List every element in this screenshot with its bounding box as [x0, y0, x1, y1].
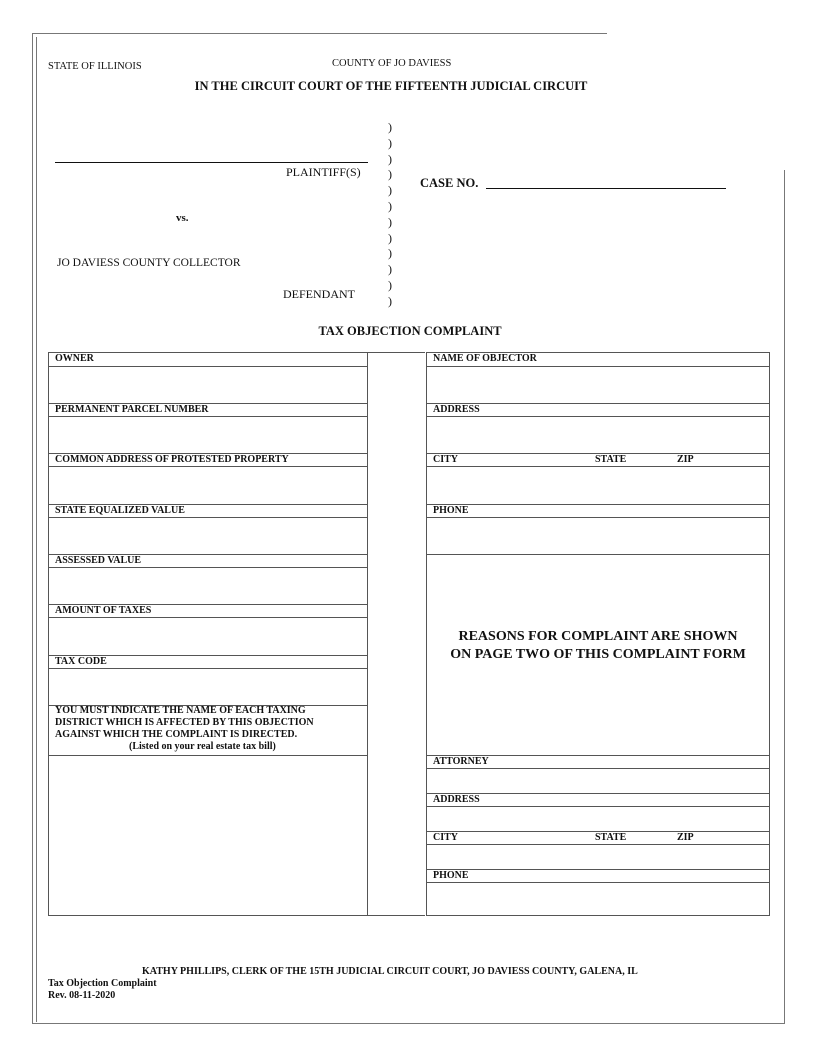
attorney-address-label: ADDRESS [433, 794, 480, 805]
table-gutter [367, 352, 425, 916]
owner-label: OWNER [55, 353, 94, 364]
plaintiff-label: PLAINTIFF(S) [286, 165, 361, 179]
tax-code-label: TAX CODE [55, 656, 107, 667]
parcel-label: PERMANENT PARCEL NUMBER [55, 404, 209, 415]
assessed-value-label: ASSESSED VALUE [55, 555, 142, 566]
case-no-line[interactable] [486, 188, 726, 189]
attorney-state-label: STATE [595, 832, 627, 843]
state-label: STATE OF ILLINOIS [48, 61, 142, 72]
clerk-footer: KATHY PHILLIPS, CLERK OF THE 15TH JUDICIAL CIRCUIT COURT, JO DAVIESS COUNTY, GALENA, IL [142, 966, 638, 977]
page-border-left [32, 33, 33, 1024]
state-field-label: STATE [595, 454, 627, 465]
form-title: TAX OBJECTION COMPLAINT [318, 324, 502, 338]
city-label: CITY [433, 454, 459, 465]
attorney-zip-label: ZIP [677, 832, 694, 843]
property-info-table [48, 352, 368, 916]
court-title: IN THE CIRCUIT COURT OF THE FIFTEENTH JUDICIAL CIRCUIT [194, 79, 588, 93]
attorney-label: ATTORNEY [433, 756, 489, 767]
form-name: Tax Objection Complaint [48, 978, 157, 989]
attorney-phone-label: PHONE [433, 870, 469, 881]
page-border-bottom [32, 1023, 785, 1024]
sev-label: STATE EQUALIZED VALUE [55, 505, 185, 516]
vs-label: vs. [176, 212, 189, 224]
county-label: COUNTY OF JO DAVIESS [332, 58, 452, 69]
caption-parens: ) ) ) ) ) ) ) ) ) ) ) ) [388, 120, 392, 308]
defendant-name: JO DAVIESS COUNTY COLLECTOR [57, 257, 241, 269]
attorney-city-label: CITY [433, 832, 459, 843]
zip-label: ZIP [677, 454, 694, 465]
plaintiff-line[interactable] [55, 162, 368, 163]
page-border-left-inner [36, 37, 37, 1022]
objector-info-table [426, 352, 770, 916]
defendant-label: DEFENDANT [283, 287, 355, 301]
common-address-label: COMMON ADDRESS OF PROTESTED PROPERTY [55, 454, 289, 465]
amount-of-taxes-label: AMOUNT OF TAXES [55, 605, 152, 616]
page-border-top [32, 33, 607, 34]
case-no-label: CASE NO. [420, 176, 479, 190]
taxing-district-note: YOU MUST INDICATE THE NAME OF EACH TAXING DISTRICT WHICH IS AFFECTED BY THIS OBJECTION AGAINST WHICH THE COMPLAINT IS DIRECTED. (Listed on your real estate tax bill) [55, 705, 314, 752]
objector-label: NAME OF OBJECTOR [433, 353, 537, 364]
reasons-notice: REASONS FOR COMPLAINT ARE SHOWN ON PAGE TWO OF THIS COMPLAINT FORM [450, 629, 746, 662]
phone-label: PHONE [433, 505, 469, 516]
page-border-right [784, 170, 785, 1024]
address-label: ADDRESS [433, 404, 480, 415]
revision-date: Rev. 08-11-2020 [48, 990, 116, 1001]
